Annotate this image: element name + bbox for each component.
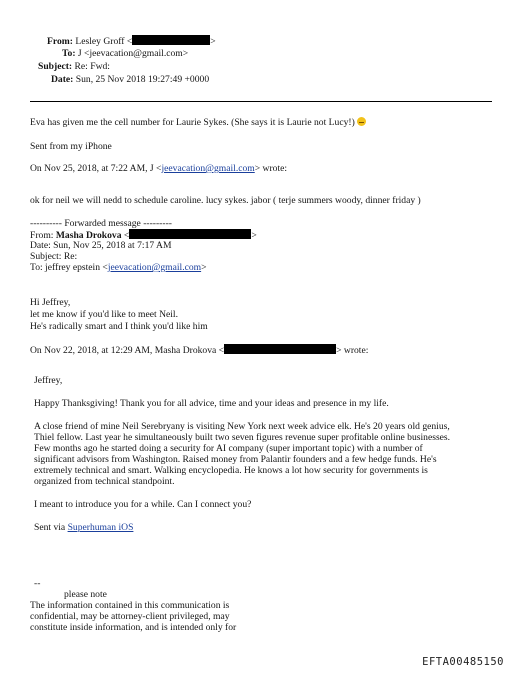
date-value: Sun, 25 Nov 2018 19:27:49 +0000 <box>75 74 210 85</box>
msg4-para-line: Thiel fellow. Last year he simultaneously built two seven figures revenue super profitable online businesses. <box>34 432 451 443</box>
date-label: Date: <box>51 74 74 85</box>
msg4-thanks: Happy Thanksgiving! Thank you for all advice, time and your ideas and presence in my life. <box>34 398 389 409</box>
disclaimer-line: The information contained in this communication is <box>30 600 230 611</box>
signature-dash: -- <box>34 578 41 589</box>
forward-divider: ---------- Forwarded message --------- <box>30 218 172 229</box>
msg4-sent-via <box>34 522 133 533</box>
from-close: > <box>210 36 216 47</box>
from-label: From: <box>47 36 73 47</box>
from-value: Lesley Groff < <box>75 36 133 47</box>
msg1-quote <box>30 163 287 174</box>
email-link[interactable]: jeevacation@gmail.com <box>107 262 202 273</box>
sent-via-prefix: Sent via <box>34 522 68 533</box>
msg1-line2: Sent from my iPhone <box>30 141 112 152</box>
msg3-line2: let me know if you'd like to meet Neil. <box>30 309 179 320</box>
msg1-line1 <box>30 117 366 128</box>
redaction-bar <box>224 344 336 354</box>
msg3-quote-prefix: On Nov 22, 2018, at 12:29 AM, Masha Drokova < <box>30 345 225 356</box>
redaction-bar <box>132 35 210 45</box>
forward-from-prefix: From: <box>30 230 56 241</box>
msg4-greeting: Jeffrey, <box>34 375 63 386</box>
header-date <box>51 74 209 85</box>
msg3-line3: He's radically smart and I think you'd like him <box>30 321 208 332</box>
msg4-para-line: A close friend of mine Neil Serebryany is visiting New York next week advice elk. He's 20 years old genius, <box>34 421 450 432</box>
email-link[interactable]: jeevacation@gmail.com <box>161 163 255 174</box>
disclaimer-note: please note <box>64 589 107 600</box>
forward-from-name: Masha Drokova <box>55 230 122 241</box>
msg4-para-line: significant advisors from Washington. Raised money from Palantir founders and a few hedge funds. He's <box>34 454 437 465</box>
forward-subject: Subject: Re: <box>30 251 78 262</box>
forward-date: Date: Sun, Nov 25, 2018 at 7:17 AM <box>30 240 172 251</box>
wink-emoji-icon <box>357 117 366 126</box>
msg4-para-line: organized from technical standpoint. <box>34 476 175 487</box>
document-id: EFTA00485150 <box>422 655 504 668</box>
msg4-intro: I meant to introduce you for a while. Can I connect you? <box>34 499 252 510</box>
forward-from-open: < <box>121 230 130 241</box>
msg3-quote-suffix: > wrote: <box>336 345 369 356</box>
header-to <box>62 48 188 59</box>
forward-to-prefix: To: jeffrey epstein < <box>30 262 108 273</box>
disclaimer-line: confidential, may be attorney-client privileged, may <box>30 611 230 622</box>
msg1-text: Eva has given me the cell number for Laurie Sykes. (She says it is Laurie not Lucy!) <box>30 117 355 128</box>
header-divider <box>30 101 492 102</box>
header-subject <box>38 61 110 72</box>
forward-to <box>30 262 207 273</box>
header-from <box>47 35 216 47</box>
subject-label: Subject: <box>38 61 73 72</box>
msg1-quote-prefix: On Nov 25, 2018, at 7:22 AM, J < <box>30 163 162 174</box>
msg1-quote-suffix: > wrote: <box>254 163 288 174</box>
to-value: J <jeevacation@gmail.com> <box>77 48 189 59</box>
superhuman-link[interactable]: Superhuman iOS <box>67 522 134 533</box>
msg4-para-line: extremely technical and smart. Walking encyclopedia. He knows a lot how security for governments is <box>34 465 428 476</box>
disclaimer-line: constitute inside information, and is intended only for <box>30 622 237 633</box>
msg4-para-line: Few months ago he started doing a security for AI company (super important topic) with a number of <box>34 443 423 454</box>
msg3-greeting: Hi Jeffrey, <box>30 297 71 308</box>
msg3-quote <box>30 344 368 356</box>
msg2-line1: ok for neil we will nedd to schedule caroline. lucy sykes. jabor ( terje summers woody, dinner friday ) <box>30 195 421 206</box>
subject-value: Re: Fwd: <box>74 61 110 72</box>
redaction-bar <box>129 229 251 239</box>
forward-from-close: > <box>251 230 257 241</box>
to-label: To: <box>62 48 76 59</box>
forward-to-suffix: > <box>201 262 207 273</box>
